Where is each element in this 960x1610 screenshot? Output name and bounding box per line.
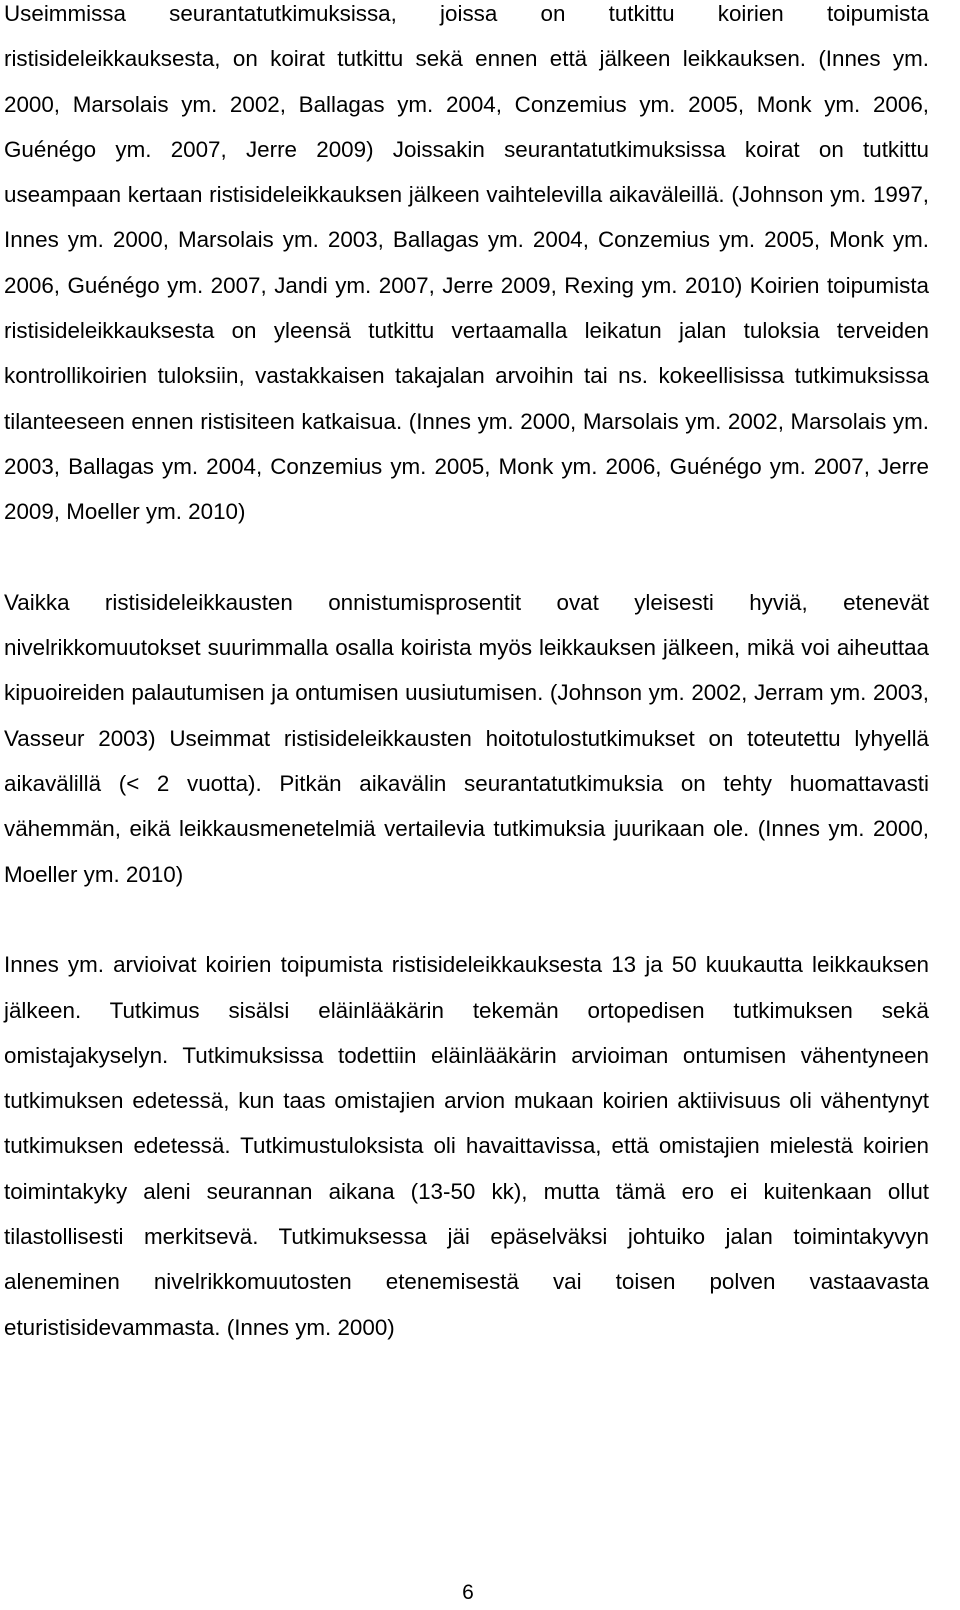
- paragraph-follow-up-studies: Useimmissa seurantatutkimuksissa, joissa on tutkittu koirien toipumista ristisideleikkauksesta, on koirat tutkittu sekä ennen että jälkeen leikkauksen. (Innes ym. 2000, Marsolais ym. 2002, Ballagas ym. 2004, Conzemius ym. 2005, Monk ym. 2006, Guénégo ym. 2007, Jerre 2009) Joissakin seurantatutkimuksissa koirat on tutkittu useampaan kertaan ristisideleikkauksen jälkeen vaihtelevilla aikaväleillä. (Johnson ym. 1997, Innes ym. 2000, Marsolais ym. 2003, Ballagas ym. 2004, Conzemius ym. 2005, Monk ym. 2006, Guénégo ym. 2007, Jandi ym. 2007, Jerre 2009, Rexing ym. 2010) Koirien toipumista ristisideleikkauksesta on yleensä tutkittu vertaamalla leikatun jalan tuloksia terveiden kontrollikoirien tuloksiin, vastakkaisen takajalan arvoihin tai ns. kokeellisissa tutkimuksissa tilanteeseen ennen ristisiteen katkaisua. (Innes ym. 2000, Marsolais ym. 2002, Marsolais ym. 2003, Ballagas ym. 2004, Conzemius ym. 2005, Monk ym. 2006, Guénégo ym. 2007, Jerre 2009, Moeller ym. 2010): [4, 1, 929, 525]
- paragraph-innes-study: Innes ym. arvioivat koirien toipumista ristisideleikkauksesta 13 ja 50 kuukautta leikkauksen jälkeen. Tutkimus sisälsi eläinlääkärin tekemän ortopedisen tutkimuksen sekä omistajakyselyn. Tutkimuksissa todettiin eläinlääkärin arvioiman ontumisen vähentyneen tutkimuksen edetessä, kun taas omistajien arvion mukaan koirien aktiivisuus oli vähentynyt tutkimuksen edetessä. Tutkimustuloksista oli havaittavissa, että omistajien mielestä koirien toimintakyky aleni seurannan aikana (13-50 kk), mutta tämä ero ei kuitenkaan ollut tilastollisesti merkitsevä. Tutkimuksessa jäi epäselväksi johtuiko jalan toimintakyvyn aleneminen nivelrikkomuutosten etenemisestä vai toisen polven vastaavasta eturistisidevammasta. (Innes ym. 2000): [4, 952, 929, 1340]
- document-body: [4, 0, 929, 1350]
- paragraph-surgery-success-rates: Vaikka ristisideleikkausten onnistumisprosentit ovat yleisesti hyviä, etenevät nivelrikkomuutokset suurimmalla osalla koirista myös leikkauksen jälkeen, mikä voi aiheuttaa kipuoireiden palautumisen ja ontumisen uusiutumisen. (Johnson ym. 2002, Jerram ym. 2003, Vasseur 2003) Useimmat ristisideleikkausten hoitotulostutkimukset on toteutettu lyhyellä aikavälillä (< 2 vuotta). Pitkän aikavälin seurantatutkimuksia on tehty huomattavasti vähemmän, eikä leikkausmenetelmiä vertailevia tutkimuksia juurikaan ole. (Innes ym. 2000, Moeller ym. 2010): [4, 589, 929, 887]
- page-number: 6: [462, 1581, 474, 1604]
